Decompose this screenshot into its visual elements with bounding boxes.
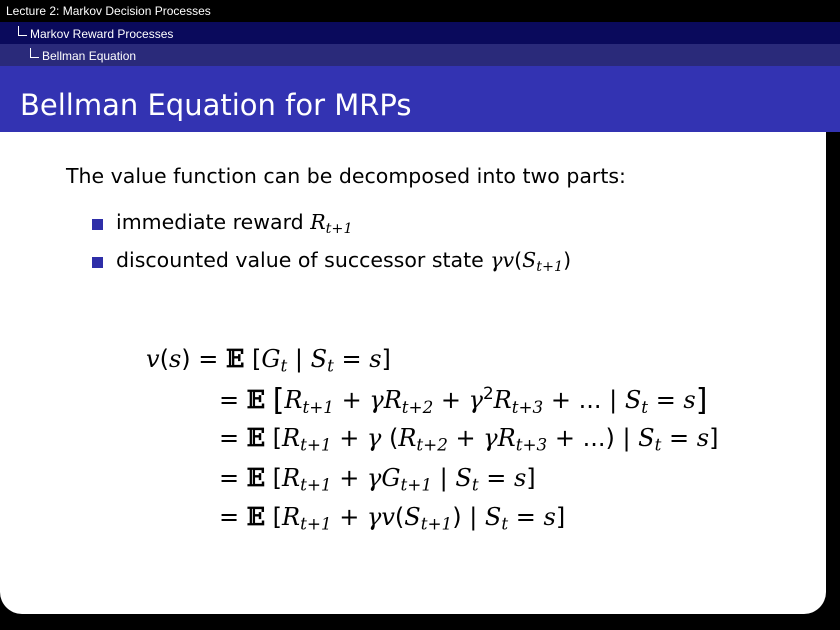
equation-line: = 𝔼 [$R_{t+1} + \gamma$ ($R_{t+2} + \gamma R_{t+3}$ + ...) | $S_t = s$] [219, 423, 719, 455]
equation-line: v(s) = 𝔼 [$G_t$ | $S_t = s$] [146, 344, 391, 376]
equation-line: = 𝔼 [$R_{t+1} + \gamma v(S_{t+1})$ | $S_t = s$] [219, 502, 566, 534]
intro-text: The value function can be decomposed into two parts: [66, 164, 626, 188]
nav-section[interactable] [0, 22, 840, 44]
frame-title-bar [0, 66, 840, 132]
nav-section-label: Markov Reward Processes [30, 27, 174, 41]
nav-subsection[interactable] [0, 44, 840, 66]
bellman-derivation [0, 132, 826, 614]
nav-lecture[interactable] [0, 0, 840, 22]
slide-content [0, 132, 826, 614]
formula-reward: $R_{t+1}$ [310, 210, 353, 238]
bullet-text: immediate reward [116, 210, 304, 234]
equation-line: = 𝔼 [$R_{t+1} + \gamma R_{t+2} + \gamma^2R_{t+3}$ + ... | $S_t = s$] [219, 383, 708, 419]
equation-line: = 𝔼 [$R_{t+1} + \gamma G_{t+1}$ | $S_t = s$] [219, 463, 536, 495]
slide-title: Bellman Equation for MRPs [20, 88, 412, 122]
nav-subsection-label: Bellman Equation [42, 49, 137, 63]
tree-elbow-icon [18, 26, 27, 36]
nav-lecture-label: Lecture 2: Markov Decision Processes [6, 4, 211, 18]
bullet-text: discounted value of successor state [116, 248, 484, 272]
tree-elbow-icon [30, 48, 39, 58]
formula-discounted-value: $\gamma v(S_{t+1})$ [490, 248, 572, 276]
